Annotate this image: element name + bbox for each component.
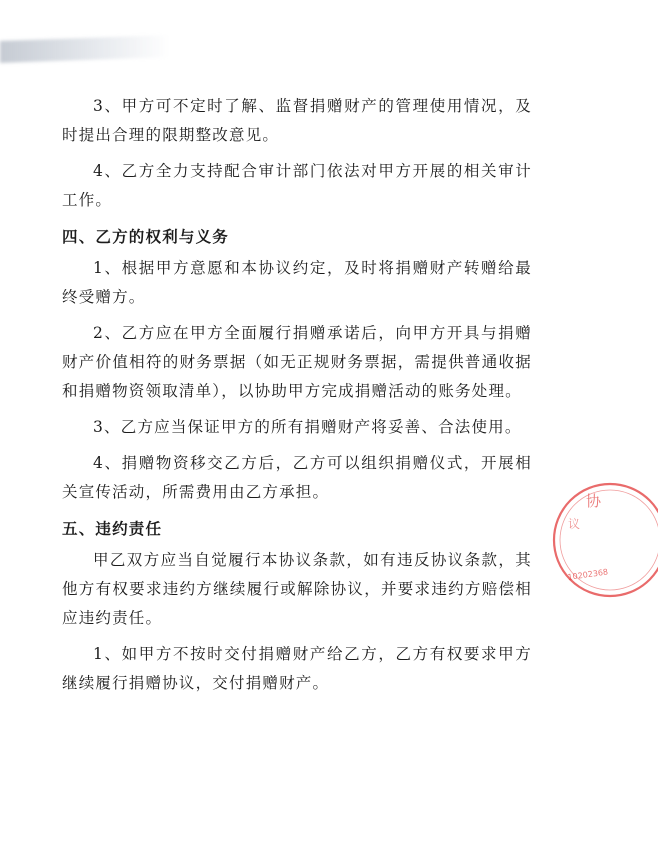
paragraph: 4、捐赠物资移交乙方后，乙方可以组织捐赠仪式，开展相关宣传活动，所需费用由乙方承担。 <box>62 454 532 501</box>
paragraph: 2、乙方应在甲方全面履行捐赠承诺后，向甲方开具与捐赠财产价值相符的财务票据（如无正规财务票据，需提供普通收据和捐赠物资领取清单），以协助甲方完成捐赠活动的账务处理。 <box>62 324 532 400</box>
seal-graphic <box>548 470 658 610</box>
red-seal-stamp <box>548 470 658 610</box>
svg-text:10202368: 10202368 <box>567 567 609 582</box>
svg-text:协: 协 <box>586 492 602 510</box>
paragraph: 甲乙双方应当自觉履行本协议条款，如有违反协议条款，其他方有权要求违约方继续履行或解除协议，并要求违约方赔偿相应违约责任。 <box>62 551 532 627</box>
svg-text:议: 议 <box>568 517 581 531</box>
paragraph: 3、乙方应当保证甲方的所有捐赠财产将妥善、合法使用。 <box>93 418 522 436</box>
section-heading: 四、乙方的权利与义务 <box>62 228 230 246</box>
paragraph: 3、甲方可不定时了解、监督捐赠财产的管理使用情况，及时提出合理的限期整改意见。 <box>62 97 532 144</box>
document-body <box>62 92 532 705</box>
scan-shadow <box>0 35 170 63</box>
paragraph: 4、乙方全力支持配合审计部门依法对甲方开展的相关审计工作。 <box>62 162 532 209</box>
paragraph: 1、根据甲方意愿和本协议约定，及时将捐赠财产转赠给最终受赠方。 <box>62 259 532 306</box>
section-heading: 五、违约责任 <box>62 520 163 538</box>
paragraph: 1、如甲方不按时交付捐赠财产给乙方，乙方有权要求甲方继续履行捐赠协议，交付捐赠财产。 <box>62 645 532 692</box>
